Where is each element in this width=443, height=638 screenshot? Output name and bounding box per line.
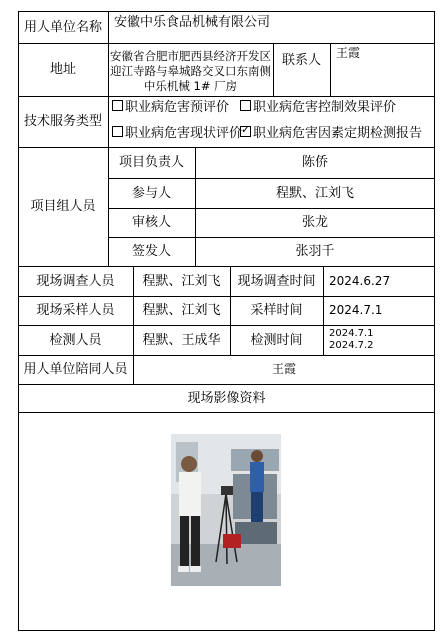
survey-time-label: 现场调查时间 xyxy=(237,273,316,289)
survey-time: 2024.6.27 xyxy=(329,273,391,288)
address-label: 地址 xyxy=(49,62,76,77)
photo-section-title: 现场影像资料 xyxy=(187,390,266,406)
site-photo-image xyxy=(171,434,281,586)
service-option-control-effect[interactable]: 职业病危害控制效果评价 xyxy=(240,96,396,114)
unit-value: 安徽中乐食品机械有限公司 xyxy=(114,15,271,30)
survey-label: 现场调查人员 xyxy=(36,273,115,289)
address-line: 迎江寺路与皋城路交叉口东南侧 xyxy=(110,63,271,78)
team-name: 张龙 xyxy=(301,215,328,230)
team-name: 陈侨 xyxy=(301,155,328,170)
testing-times xyxy=(323,325,435,355)
team-name: 张羽千 xyxy=(295,244,335,259)
address-value xyxy=(108,44,273,96)
sampling-label: 现场采样人员 xyxy=(36,303,115,318)
survey-people: 程默、江刘飞 xyxy=(142,273,221,289)
sampling-time-label: 采样时间 xyxy=(250,303,303,318)
service-option-periodic-testing[interactable]: ✓ 职业病危害因素定期检测报告 xyxy=(240,122,422,140)
checkbox-icon[interactable] xyxy=(112,126,123,137)
service-type-label: 技术服务类型 xyxy=(23,114,102,129)
sampling-people: 程默、江刘飞 xyxy=(142,303,221,318)
testing-label: 检测人员 xyxy=(49,332,102,348)
service-option-status[interactable]: 职业病危害现状评价 xyxy=(112,122,242,140)
contact-label: 联系人 xyxy=(281,53,321,68)
team-role: 签发人 xyxy=(131,244,171,259)
testing-date: 2024.7.1 xyxy=(329,328,374,339)
checkbox-icon[interactable] xyxy=(112,100,123,111)
testing-date: 2024.7.2 xyxy=(329,340,374,351)
contact-value: 王霞 xyxy=(336,46,361,60)
team-name: 程默、江刘飞 xyxy=(275,185,354,201)
unit-label: 用人单位名称 xyxy=(23,19,102,35)
testing-time-label: 检测时间 xyxy=(250,332,303,348)
team-label: 项目组人员 xyxy=(30,199,96,214)
address-line: 中乐机械 1# 厂房 xyxy=(143,78,238,93)
service-option-preassessment[interactable]: 职业病危害预评价 xyxy=(112,96,229,114)
sampling-time: 2024.7.1 xyxy=(329,303,383,317)
team-role: 参与人 xyxy=(131,185,171,201)
escort-value: 王霞 xyxy=(271,362,296,376)
testing-people: 程默、王成华 xyxy=(142,332,221,348)
address-line: 安徽省合肥市肥西县经济开发区 xyxy=(110,48,271,63)
team-role: 项目负责人 xyxy=(118,155,184,170)
team-role: 审核人 xyxy=(131,215,171,230)
escort-label: 用人单位陪同人员 xyxy=(23,362,128,377)
checkbox-icon[interactable] xyxy=(240,100,251,111)
site-photo xyxy=(171,434,281,586)
row-divider xyxy=(18,412,435,413)
checked-checkbox-icon[interactable] xyxy=(240,126,251,137)
